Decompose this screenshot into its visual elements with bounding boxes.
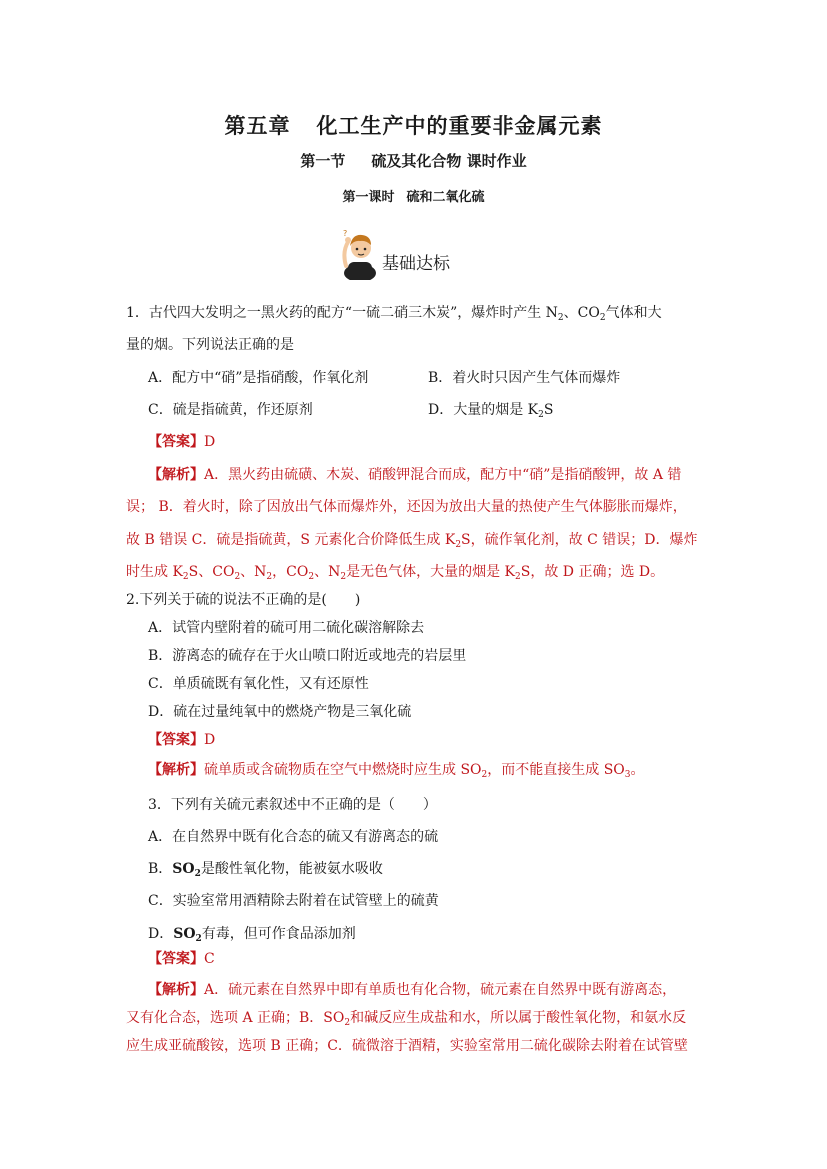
q1-option-d: D．大量的烟是 $K_2S$ bbox=[428, 402, 554, 420]
q1-analysis-line4: 时生成 $K_2S$、$CO_2$、$N_2$，$CO_2$、$N_2$是无色气体，大量的烟是 $K_2S$，故 D 正确；选 D。 bbox=[126, 564, 665, 582]
q3-analysis-line3: 应生成亚硫酸铵，选项 B 正确；C．硫微溶于酒精，实验室常用二硫化碳除去附着在试管壁 bbox=[126, 1038, 688, 1054]
q1-answer: 【答案】D bbox=[148, 434, 216, 450]
q1-analysis-line1: 【解析】A．黑火药由硫磺、木炭、硝酸钾混合而成，配方中“硝”是指硝酸钾，故 A 错 bbox=[148, 467, 682, 483]
q3-option-a: A．在自然界中既有化合态的硫又有游离态的硫 bbox=[148, 829, 439, 845]
q3-option-d: D．$SO_2$有毒，但可作食品添加剂 bbox=[148, 926, 356, 944]
q3-analysis-line2: 又有化合态，选项 A 正确；B．$SO_2$和碱反应生成盐和水，所以属于酸性氧化物，和氨水反 bbox=[126, 1010, 687, 1028]
q1-analysis-line2: 误； B．着火时，除了因放出气体而爆炸外，还因为放出大量的热使产生气体膨胀而爆炸， bbox=[126, 499, 687, 515]
q1-stem-line1: 1．古代四大发明之一黑火药的配方“一硫二硝三木炭”，爆炸时产生 $N_2$、$CO_2$气体和大 bbox=[126, 305, 662, 323]
q2-option-d: D．硫在过量纯氧中的燃烧产物是三氧化硫 bbox=[148, 704, 412, 720]
q1-option-b: B．着火时只因产生气体而爆炸 bbox=[428, 370, 621, 386]
q1-option-a: A．配方中“硝”是指硝酸，作氧化剂 bbox=[148, 370, 369, 386]
q3-option-c: C．实验室常用酒精除去附着在试管壁上的硫黄 bbox=[148, 893, 439, 909]
q2-answer: 【答案】D bbox=[148, 732, 216, 748]
q1-option-c: C．硫是指硫黄，作还原剂 bbox=[148, 402, 313, 418]
q2-option-c: C．单质硫既有氧化性，又有还原性 bbox=[148, 676, 369, 692]
basic-practice-banner bbox=[340, 224, 450, 280]
q3-analysis-line1: 【解析】A．硫元素在自然界中即有单质也有化合物，硫元素在自然界中既有游离态， bbox=[148, 982, 677, 998]
svg-text:?: ? bbox=[343, 229, 348, 238]
q3-stem: 3．下列有关硫元素叙述中不正确的是（ ） bbox=[148, 797, 437, 813]
q1-stem-line2: 量的烟。下列说法正确的是 bbox=[126, 337, 294, 353]
q2-stem: 2.下列关于硫的说法不正确的是( ) bbox=[126, 592, 361, 608]
banner-text: 基础达标 bbox=[382, 254, 450, 274]
q3-option-b: B．$SO_2$是酸性氧化物，能被氨水吸收 bbox=[148, 861, 383, 879]
chapter-title: 第五章 化工生产中的重要非金属元素 bbox=[224, 113, 603, 138]
q1-analysis-line3: 故 B 错误 C．硫是指硫黄，S 元素化合价降低生成 $K_2S$，硫作氧化剂，故 C 错误；D．爆炸 bbox=[126, 532, 698, 550]
q2-analysis: 【解析】硫单质或含硫物质在空气中燃烧时应生成 $SO_2$，而不能直接生成 $SO_3$。 bbox=[148, 762, 645, 780]
q3-answer: 【答案】C bbox=[148, 951, 215, 967]
lesson-title: 第一课时 硫和二氧化硫 bbox=[342, 190, 485, 205]
thinking-student-icon bbox=[340, 228, 380, 280]
q2-option-b: B．游离态的硫存在于火山喷口附近或地壳的岩层里 bbox=[148, 648, 467, 664]
section-title: 第一节 硫及其化合物 课时作业 bbox=[300, 152, 527, 170]
q2-option-a: A．试管内壁附着的硫可用二硫化碳溶解除去 bbox=[148, 620, 425, 636]
